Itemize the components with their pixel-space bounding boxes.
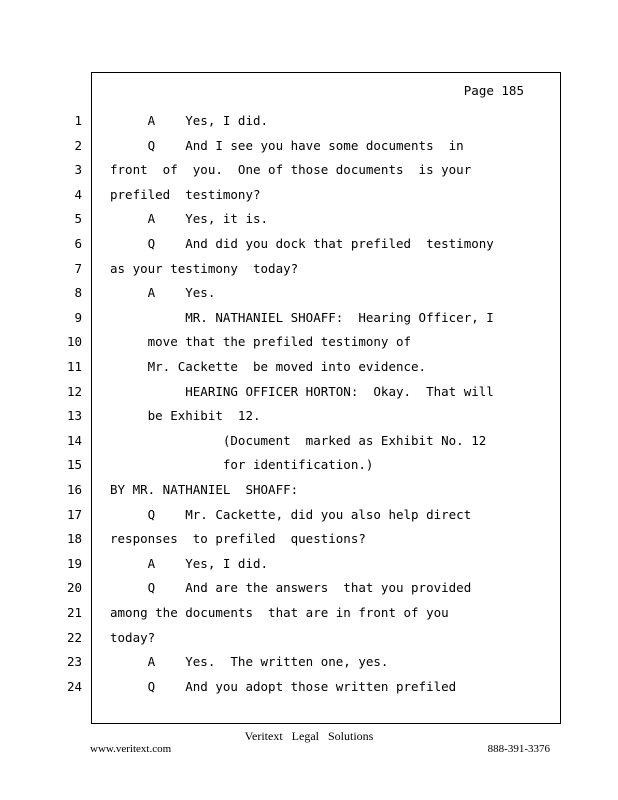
transcript-line-text: Q And did you dock that prefiled testimony — [110, 236, 494, 251]
line-number: 2 — [74, 138, 82, 153]
transcript-line-text: A Yes, it is. — [110, 211, 269, 226]
transcript-line-text: among the documents that are in front of you — [110, 605, 449, 620]
line-number: 12 — [66, 384, 82, 399]
line-number: 7 — [74, 261, 82, 276]
line-number: 23 — [66, 654, 82, 669]
line-number: 16 — [66, 482, 82, 497]
line-number: 9 — [74, 310, 82, 325]
line-number: 11 — [66, 359, 82, 374]
transcript-line-text: A Yes. The written one, yes. — [110, 654, 389, 669]
footer-company: Veritext Legal Solutions — [244, 729, 374, 743]
transcript-line-text: as your testimony today? — [110, 261, 299, 276]
line-number: 22 — [66, 630, 82, 645]
line-number: 18 — [66, 531, 82, 546]
line-number: 4 — [74, 187, 82, 202]
transcript-line-text: Q And you adopt those written prefiled — [110, 679, 457, 694]
footer-phone: 888-391-3376 — [487, 743, 550, 755]
transcript-line-text: front of you. One of those documents is your — [110, 162, 472, 177]
line-number: 14 — [66, 433, 82, 448]
line-number: 6 — [74, 236, 82, 251]
transcript-line-text: Q And are the answers that you provided — [110, 580, 472, 595]
line-number: 21 — [66, 605, 82, 620]
line-number: 15 — [66, 457, 82, 472]
page-number: Page 185 — [463, 83, 524, 98]
transcript-line-text: Mr. Cackette be moved into evidence. — [110, 359, 427, 374]
line-number: 13 — [66, 408, 82, 423]
transcript-line-text: A Yes, I did. — [110, 113, 269, 128]
line-number: 8 — [74, 285, 82, 300]
line-number: 20 — [66, 580, 82, 595]
transcript-line-text: Q Mr. Cackette, did you also help direct — [110, 507, 472, 522]
transcript-line-text: Q And I see you have some documents in — [110, 138, 464, 153]
transcript-line-text: (Document marked as Exhibit No. 12 — [110, 433, 487, 448]
line-number: 10 — [66, 334, 82, 349]
line-number: 3 — [74, 162, 82, 177]
transcript-line-text: be Exhibit 12. — [110, 408, 261, 423]
line-number: 17 — [66, 507, 82, 522]
transcript-line-text: BY MR. NATHANIEL SHOAFF: — [110, 482, 299, 497]
transcript-line-text: prefiled testimony? — [110, 187, 261, 202]
transcript-line-text: A Yes. — [110, 285, 216, 300]
transcript-line-text: today? — [110, 630, 156, 645]
transcript-line-text: responses to prefiled questions? — [110, 531, 366, 546]
line-number: 19 — [66, 556, 82, 571]
footer-website: www.veritext.com — [90, 743, 172, 755]
line-number: 5 — [74, 211, 82, 226]
line-number: 24 — [66, 679, 82, 694]
transcript-line-text: for identification.) — [110, 457, 374, 472]
transcript-line-text: HEARING OFFICER HORTON: Okay. That will — [110, 384, 494, 399]
transcript-line-text: MR. NATHANIEL SHOAFF: Hearing Officer, I — [110, 310, 494, 325]
transcript-line-text: move that the prefiled testimony of — [110, 334, 412, 349]
line-number: 1 — [74, 113, 82, 128]
transcript-line-text: A Yes, I did. — [110, 556, 269, 571]
